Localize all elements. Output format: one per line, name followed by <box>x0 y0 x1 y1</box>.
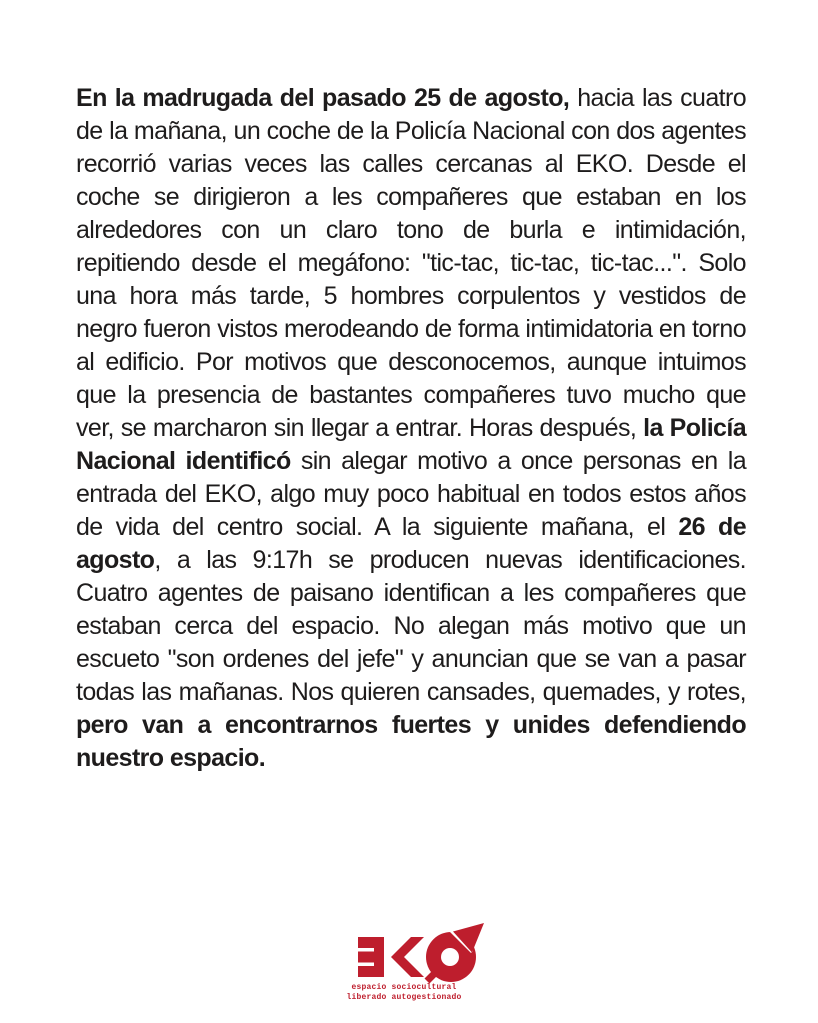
logo-caption <box>346 983 461 1003</box>
statement-segment-bold: En la madrugada del pasado 25 de agosto, <box>76 84 570 112</box>
logo-caption-line1: espacio sociocultural <box>351 983 457 992</box>
statement-segment: hacia las cuatro de la mañana, un coche de la Policía Nacional con dos agentes recorrió varias veces las calles cercanas al EKO. Desde el coche se dirigieron a les compañeres que estaban en los alrededores con un claro tono de burla e intimidación, repitiendo desde el megáfono: "tic-tac, tic-tac, tic-tac...". Solo una hora más tarde, 5 hombres corpulentos y vestidos de negro fueron vistos merodeando de forma intimidatoria en torno al edificio. Por motivos que desconocemos, aunque intuimos que la presencia de bastantes compañeres tuvo mucho que ver, se marcharon sin llegar a entrar. Horas después, <box>76 84 746 442</box>
statement-paragraph <box>76 82 746 775</box>
statement-segment-bold: 26 de agosto <box>76 513 746 574</box>
statement-segment: , a las 9:17h se producen nuevas identificaciones. Cuatro agentes de paisano identifican a les compañeres que estaban cerca del espacio. No alegan más motivo que un escueto "son ordenes del jefe" y anuncian que se van a pasar todas las mañanas. Nos quieren cansades, quemades, y rotes, <box>76 546 746 706</box>
eko-logo-icon <box>356 921 488 985</box>
statement-segment: sin alegar motivo a once personas en la entrada del EKO, algo muy poco habitual en todos estos años de vida del centro social. A la siguiente mañana, el <box>76 447 746 541</box>
statement-segment-bold: pero van a encontrarnos fuertes y unides defendiendo nuestro espacio. <box>76 711 746 772</box>
eko-logo-block <box>0 921 818 1003</box>
logo-caption-line2: liberado autogestionado <box>346 993 462 1002</box>
statement-segment-bold: la Policía Nacional identificó <box>76 414 747 475</box>
